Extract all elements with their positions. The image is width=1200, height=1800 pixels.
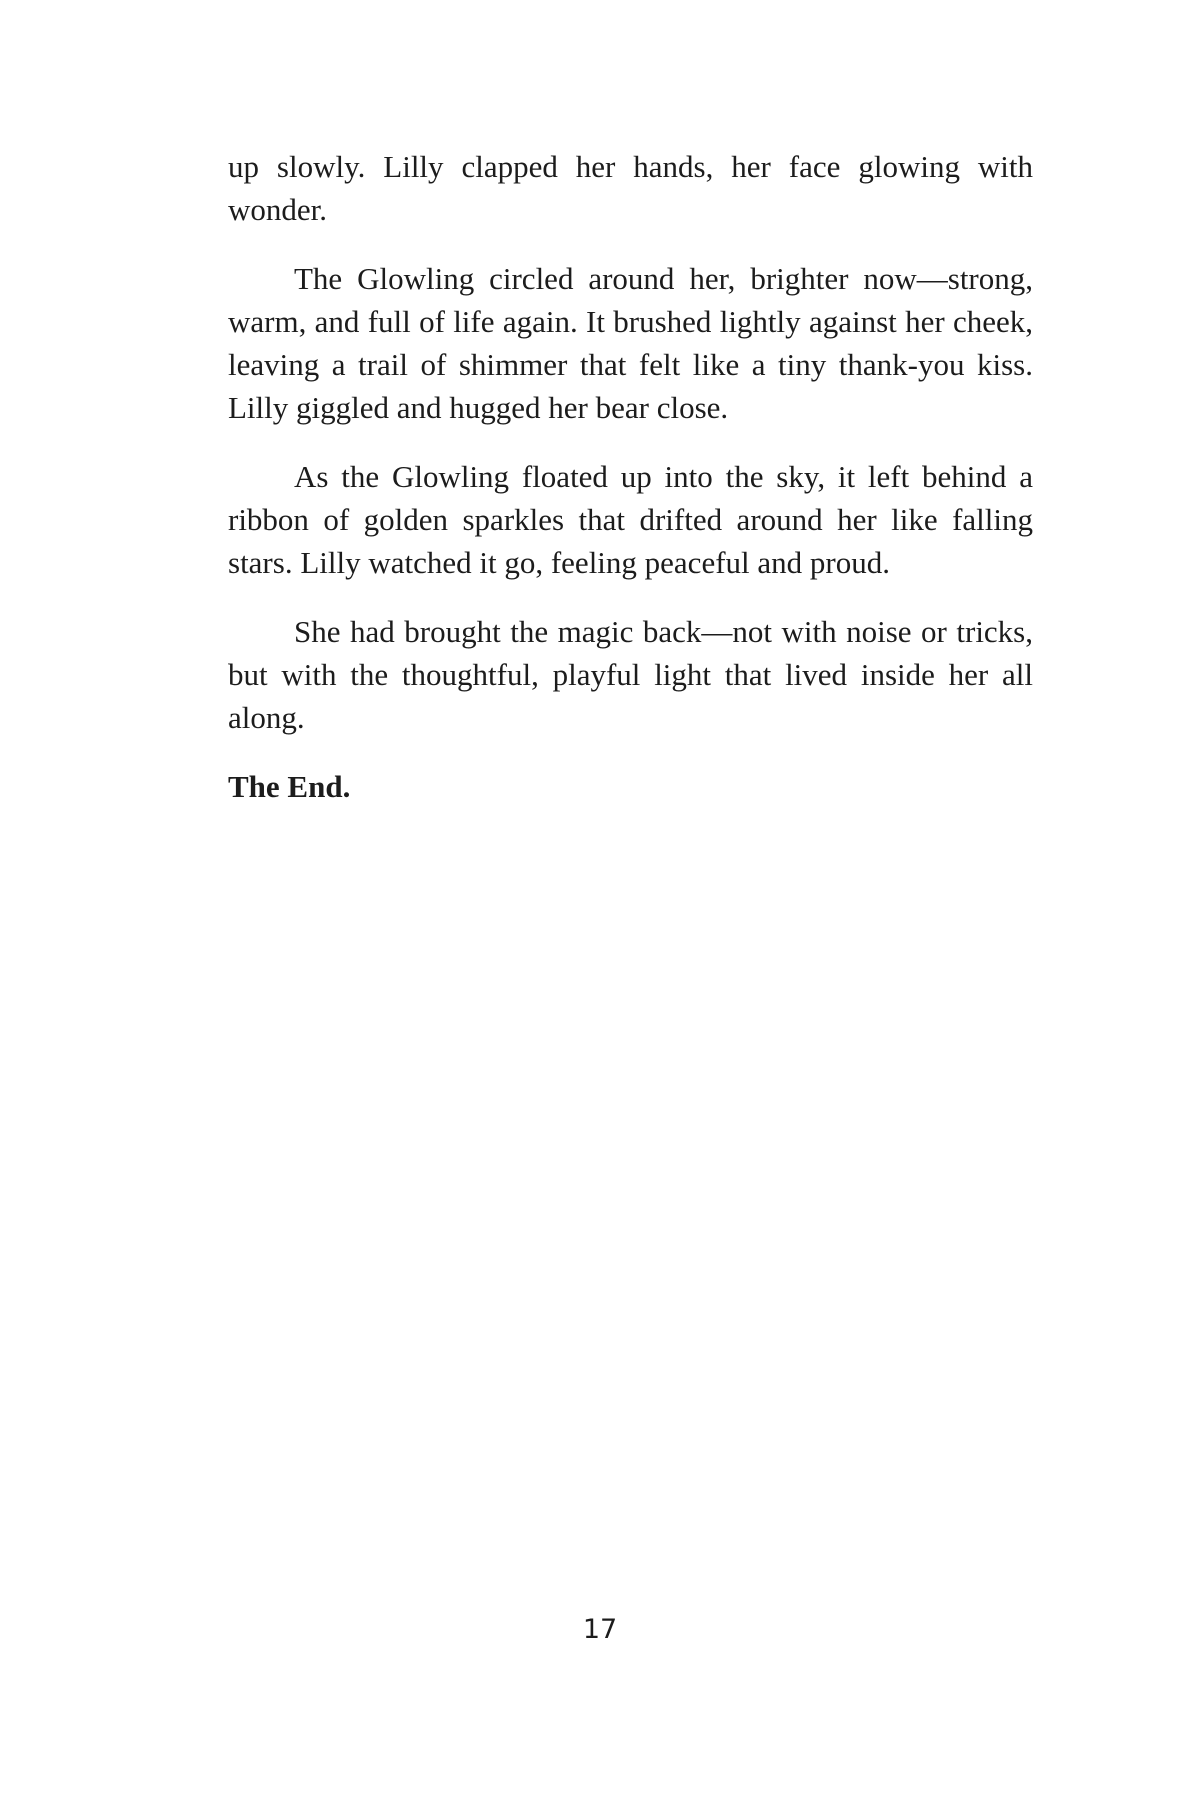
paragraph-3: As the Glowling floated up into the sky, it left behind a ribbon of golden sparkles that drifted around her like falling stars. Lilly watched it go, feeling peaceful and proud. <box>228 459 1033 580</box>
paragraph-4: She had brought the magic back—not with noise or tricks, but with the thoughtful, playful light that lived inside her all along. <box>228 614 1033 735</box>
paragraph-2: The Glowling circled around her, brighter now—strong, warm, and full of life again. It brushed lightly against her cheek, leaving a trail of shimmer that felt like a tiny thank-you kiss. Lilly giggled and hugged her bear close. <box>228 261 1033 425</box>
paragraph-1: up slowly. Lilly clapped her hands, her face glowing with wonder. <box>228 149 1033 227</box>
story-text <box>228 145 1033 834</box>
page-number: 17 <box>582 1614 618 1645</box>
the-end-heading: The End. <box>228 769 351 804</box>
